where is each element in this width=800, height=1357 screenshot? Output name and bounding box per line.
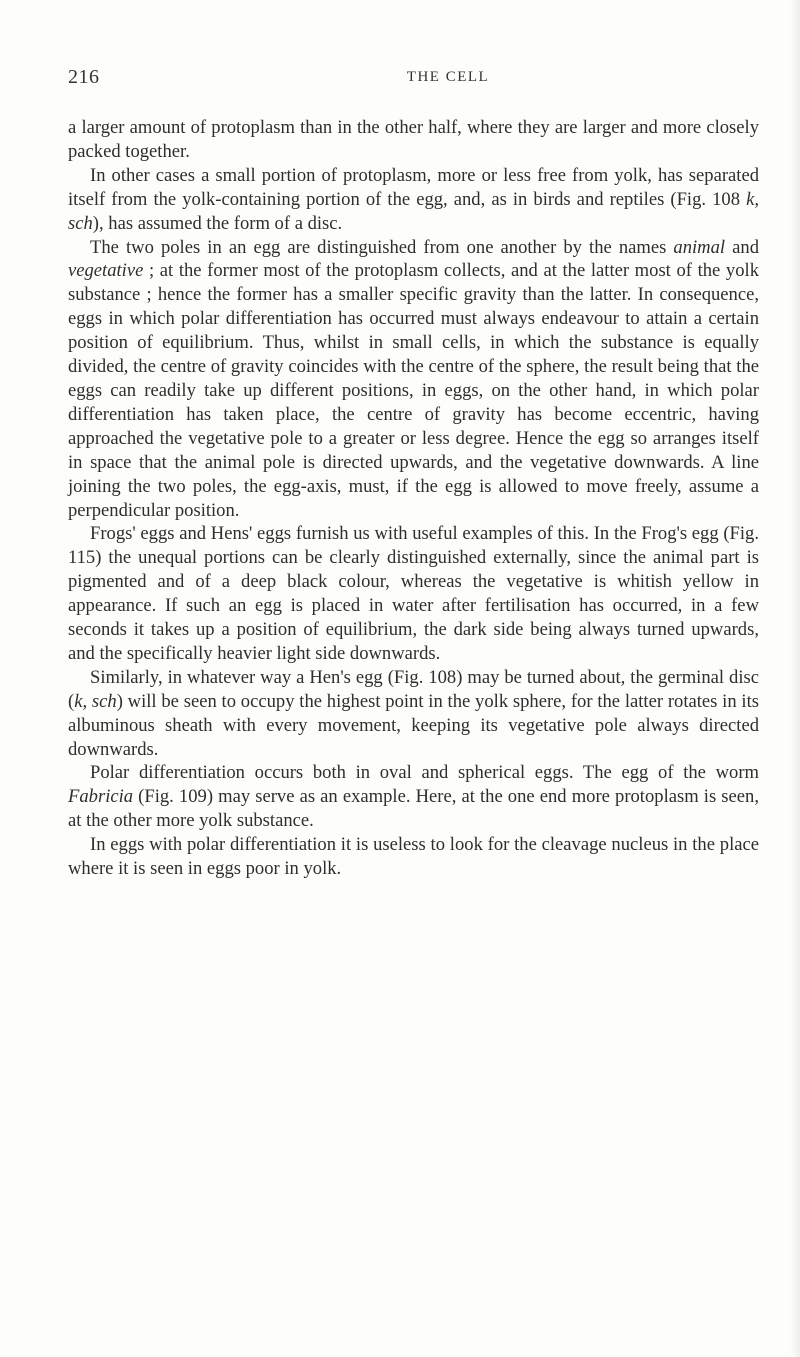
paragraph <box>68 236 759 523</box>
page-header <box>68 66 708 96</box>
page-number: 216 <box>68 66 100 88</box>
text-run: In eggs with polar differentiation it is useless to look for the cleavage nucleus in the place where it is seen in eggs poor in yolk. <box>68 834 759 880</box>
text-run: Frogs' eggs and Hens' eggs furnish us with useful examples of this. In the Frog's egg (Fig. 115) the unequal portions can be clearly distinguished externally, since the animal part is pigmented and of a deep black colour, whereas the vegetative is whitish yellow in appearance. If such an egg is placed in water after fertilisation has occurred, in a few seconds it takes up a position of equilibrium, the dark side being always turned upwards, and the specifically heavier light side downwards. <box>68 523 759 664</box>
text-run: Similarly, in whatever way a Hen's egg (Fig. 108) may be turned about, the germinal disc ( <box>68 666 759 712</box>
body-text <box>68 116 759 881</box>
text-run: Polar differentiation occurs both in oval and spherical eggs. The egg of the worm <box>90 762 759 784</box>
text-run: ) will be seen to occupy the highest point in the yolk sphere, for the latter rotates in its albuminous sheath with every movement, keeping its vegetative pole always directed downwards. <box>68 690 759 760</box>
paragraph <box>68 666 759 762</box>
text-run: ; at the former most of the protoplasm collects, and at the latter most of the yolk substance ; hence the former has a smaller specific gravity than the latter. In consequence, eggs in which polar differentiation has occurred must always endeavour to attain a certain position of equilibrium. Thus, whilst in small cells, in which the substance is equally divided, the centre of gravity coincides with the centre of the sphere, the result being that the eggs can readily take up different positions, in eggs, on the other hand, in which polar differentiation has taken place, the centre of gravity has become eccentric, having approached the vegetative pole to a greater or less degree. Hence the egg so arranges itself in space that the animal pole is directed upwards, and the vegetative downwards. A line joining the two poles, the egg-axis, must, if the egg is allowed to move freely, assume a perpendicular position. <box>68 260 759 521</box>
italic-text: vegetative <box>68 260 144 282</box>
text-run: and <box>725 236 760 258</box>
text-run: In other cases a small portion of protoplasm, more or less free from yolk, has separated itself from the yolk-containing portion of the egg, and, as in birds and reptiles (Fig. 108 <box>68 164 759 210</box>
italic-text: Fabricia <box>68 786 134 808</box>
paragraph <box>68 116 759 164</box>
italic-text: animal <box>673 236 726 258</box>
text-run: a larger amount of protoplasm than in the other half, where they are larger and more closely packed together. <box>68 117 759 162</box>
italic-text: k, sch <box>68 188 759 234</box>
text-run: The two poles in an egg are distinguished from one another by the names <box>90 236 674 258</box>
paragraph <box>68 522 759 665</box>
paragraph <box>68 164 759 236</box>
text-run: ), has assumed the form of a disc. <box>92 212 343 234</box>
text-run: (Fig. 109) may serve as an example. Here, at the one end more protoplasm is seen, at the other more yolk substance. <box>68 786 759 832</box>
italic-text: k, sch <box>74 690 117 712</box>
paragraph <box>68 761 759 833</box>
page-edge-shadow <box>790 0 800 1357</box>
paragraph <box>68 833 759 881</box>
running-head: THE CELL <box>406 69 490 85</box>
